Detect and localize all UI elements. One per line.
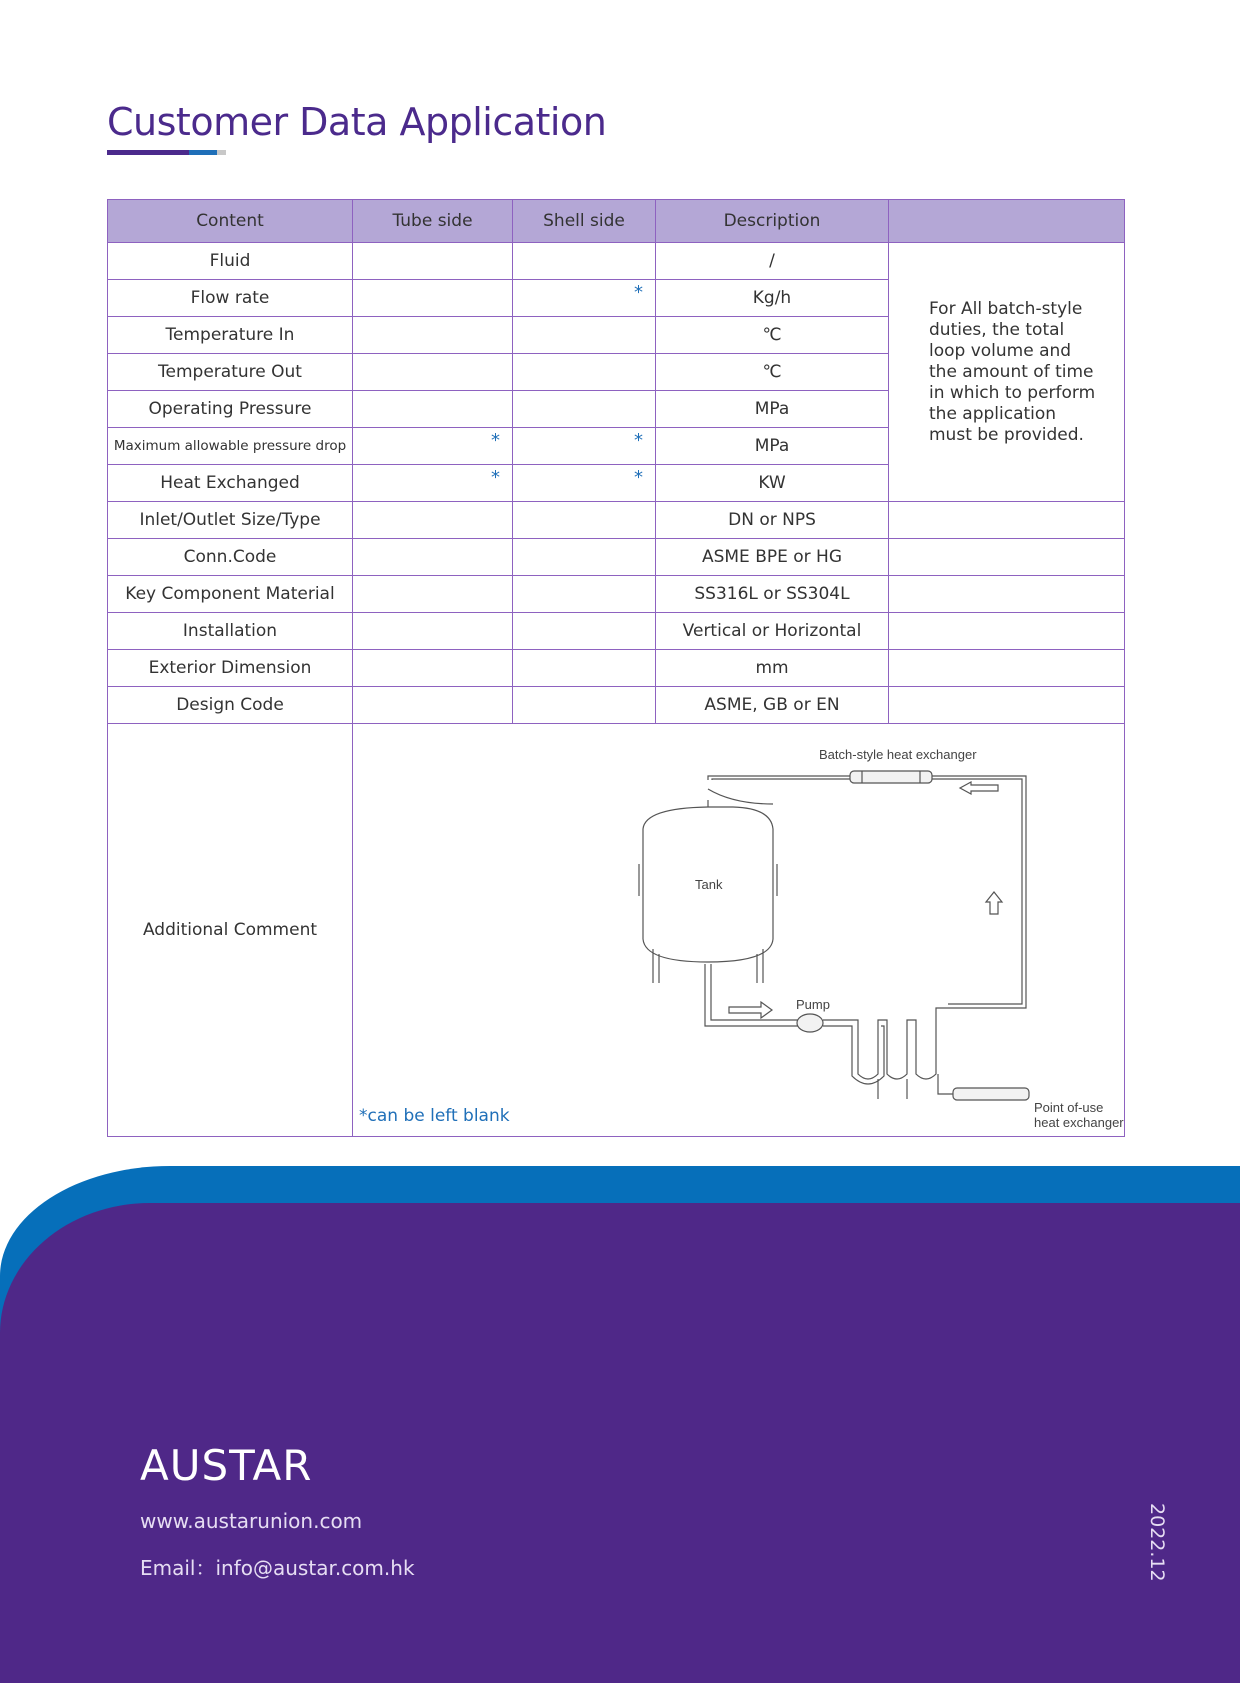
table-row (108, 539, 1125, 576)
issue-date: 2022.12 (1146, 1503, 1168, 1582)
batch-loop-diagram (353, 724, 1125, 1136)
notes-input[interactable] (889, 687, 1125, 724)
table-row (108, 502, 1125, 539)
row-label: Design Code (108, 687, 353, 724)
row-label: Inlet/Outlet Size/Type (108, 502, 353, 539)
header-notes (889, 200, 1125, 243)
email-link[interactable]: Email：info@austar.com.hk (140, 1556, 415, 1580)
customer-data-table (107, 199, 1125, 1137)
row-label: Flow rate (108, 280, 353, 317)
batch-note: For All batch-style duties, the total loop volume and the amount of time in which to perform the application must be provided. (889, 243, 1125, 502)
row-description: ℃ (656, 354, 889, 391)
row-description: ASME BPE or HG (656, 539, 889, 576)
blank-note: *can be left blank (359, 1106, 510, 1126)
row-description: MPa (656, 428, 889, 465)
svg-text:AUSTAR: AUSTAR (140, 1441, 313, 1490)
row-description: SS316L or SS304L (656, 576, 889, 613)
shell-side-input[interactable] (513, 502, 656, 539)
pou-label-line2: heat exchanger (1034, 1115, 1124, 1130)
header-shell-side: Shell side (513, 200, 656, 243)
shell-side-input[interactable]: * (513, 280, 656, 317)
tank-label: Tank (695, 877, 723, 892)
row-description: mm (656, 650, 889, 687)
additional-comment-area[interactable] (353, 724, 1125, 1137)
row-description: ℃ (656, 317, 889, 354)
additional-comment-label: Additional Comment (108, 724, 353, 1137)
header-description: Description (656, 200, 889, 243)
table-row (108, 613, 1125, 650)
tube-side-input[interactable] (353, 317, 513, 354)
shell-side-input[interactable] (513, 317, 656, 354)
row-description: Kg/h (656, 280, 889, 317)
shell-side-input[interactable] (513, 243, 656, 280)
tube-side-input[interactable] (353, 539, 513, 576)
row-label: Exterior Dimension (108, 650, 353, 687)
austar-logo (140, 1440, 370, 1490)
tube-side-input[interactable] (353, 613, 513, 650)
shell-side-input[interactable] (513, 576, 656, 613)
table-row (108, 724, 1125, 1137)
notes-input[interactable] (889, 650, 1125, 687)
batch-hx-label: Batch-style heat exchanger (819, 747, 977, 762)
row-description: KW (656, 465, 889, 502)
row-description: / (656, 243, 889, 280)
table-row (108, 576, 1125, 613)
row-label: Installation (108, 613, 353, 650)
tube-side-input[interactable] (353, 502, 513, 539)
shell-side-input[interactable] (513, 539, 656, 576)
tube-side-input[interactable] (353, 243, 513, 280)
notes-input[interactable] (889, 613, 1125, 650)
shell-side-input[interactable] (513, 650, 656, 687)
shell-side-input[interactable] (513, 354, 656, 391)
row-label: Key Component Material (108, 576, 353, 613)
pump-label: Pump (796, 997, 830, 1012)
shell-side-input[interactable]: * (513, 465, 656, 502)
row-label: Fluid (108, 243, 353, 280)
website-link[interactable]: www.austarunion.com (140, 1509, 363, 1533)
table-row (108, 687, 1125, 724)
page-title: Customer Data Application (107, 100, 607, 144)
tube-side-input[interactable] (353, 576, 513, 613)
shell-side-input[interactable]: * (513, 428, 656, 465)
notes-input[interactable] (889, 576, 1125, 613)
row-description: Vertical or Horizontal (656, 613, 889, 650)
row-label: Operating Pressure (108, 391, 353, 428)
tube-side-input[interactable] (353, 687, 513, 724)
tube-side-input[interactable]: * (353, 465, 513, 502)
row-label: Maximum allowable pressure drop (108, 428, 353, 465)
shell-side-input[interactable] (513, 613, 656, 650)
row-label: Temperature In (108, 317, 353, 354)
tube-side-input[interactable] (353, 354, 513, 391)
tube-side-input[interactable]: * (353, 428, 513, 465)
header-tube-side: Tube side (353, 200, 513, 243)
tube-side-input[interactable] (353, 391, 513, 428)
table-row (108, 650, 1125, 687)
row-label: Conn.Code (108, 539, 353, 576)
title-underline (107, 150, 226, 155)
tube-side-input[interactable] (353, 280, 513, 317)
table-row (108, 243, 1125, 280)
notes-input[interactable] (889, 502, 1125, 539)
row-description: ASME, GB or EN (656, 687, 889, 724)
tube-side-input[interactable] (353, 650, 513, 687)
header-content: Content (108, 200, 353, 243)
notes-input[interactable] (889, 539, 1125, 576)
row-description: MPa (656, 391, 889, 428)
pou-label-line1: Point of-use (1034, 1100, 1104, 1115)
row-label: Heat Exchanged (108, 465, 353, 502)
row-description: DN or NPS (656, 502, 889, 539)
table-header-row (108, 200, 1125, 243)
shell-side-input[interactable] (513, 687, 656, 724)
shell-side-input[interactable] (513, 391, 656, 428)
row-label: Temperature Out (108, 354, 353, 391)
